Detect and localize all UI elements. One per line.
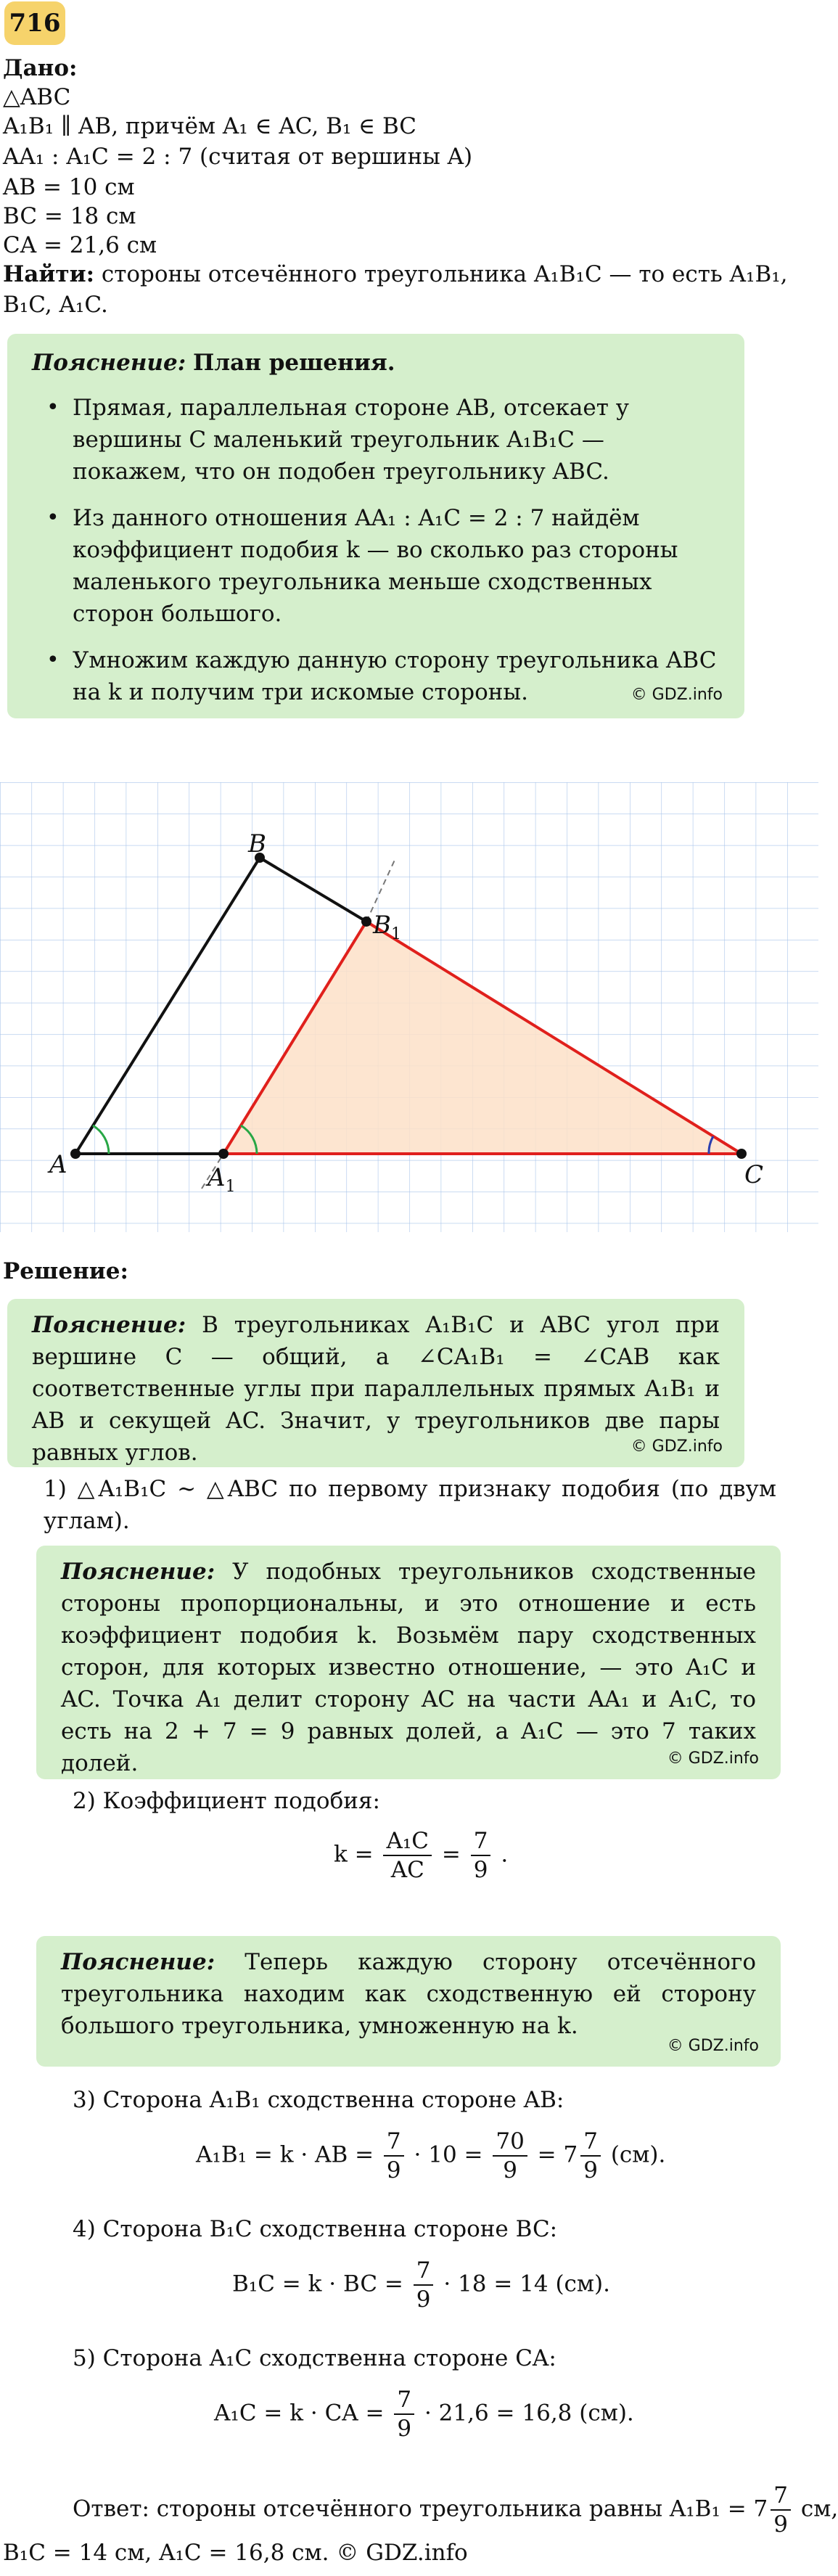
triangle-figure	[0, 782, 818, 1232]
given-ratio: AA₁ : A₁C = 2 : 7 (считая от вершины A)	[3, 144, 473, 170]
answer-line-1	[73, 2482, 838, 2538]
eq3-eq: = 7	[537, 2141, 578, 2168]
eq-k-frac-2	[471, 1827, 491, 1884]
find-heading: Найти:	[3, 261, 95, 287]
answer-text-1: Ответ: стороны отсечённого треугольника равны A₁B₁ = 7	[73, 2495, 768, 2522]
equation-b1c	[232, 2257, 610, 2313]
answer-frac-den: 9	[773, 2511, 789, 2538]
label-c: C	[744, 1160, 764, 1189]
label-b: B	[248, 829, 266, 858]
eq3-frac-3-num: 7	[580, 2128, 601, 2157]
eq3-frac-2	[493, 2128, 527, 2184]
eq3-frac-3-den: 9	[583, 2157, 598, 2183]
answer-text-2: B₁C = 14 см, A₁C = 16,8 см.	[3, 2540, 329, 2566]
find-text-2: B₁C, A₁C.	[3, 292, 108, 318]
answer-unit: см,	[800, 2495, 838, 2522]
point-c	[736, 1149, 747, 1159]
explanation-box-1	[7, 1299, 744, 1467]
eq5-frac-den: 9	[397, 2416, 412, 2442]
eq3-mid: · 10 =	[414, 2141, 483, 2168]
task-number-badge: 716	[4, 1, 65, 45]
eq3-frac-1-den: 9	[386, 2157, 401, 2183]
explanation-box-2	[36, 1546, 781, 1779]
eq3-frac-1	[384, 2128, 404, 2184]
eq4-lhs: B₁C = k · BC =	[232, 2271, 403, 2297]
eq5-rest: · 21,6 = 16,8 (см).	[424, 2400, 634, 2427]
eq-k-frac-1	[383, 1827, 432, 1884]
eq3-frac-1-num: 7	[384, 2128, 404, 2157]
plan-bullet-1: • Прямая, параллельная стороне AB, отсекает у вершины C маленький треугольник A₁B₁C — покажем, что он подобен треугольнику ABC.	[32, 392, 720, 488]
given-triangle: △ABC	[3, 84, 71, 110]
eq4-frac-num: 7	[414, 2257, 434, 2286]
given-bc: BC = 18 см	[3, 203, 136, 229]
eq-k-frac-1-num: A₁C	[383, 1827, 432, 1856]
eq-k-equals: =	[441, 1841, 461, 1868]
eq5-frac	[394, 2386, 414, 2442]
label-b1-sub: 1	[391, 925, 401, 943]
given-ab: AB = 10 см	[3, 174, 135, 200]
label-a: A	[49, 1150, 67, 1179]
point-a	[70, 1149, 81, 1159]
point-a1	[218, 1149, 229, 1159]
explanation-3-text: Теперь каждую сторону отсечённого треугольника находим как сходственную ей сторону большого треугольника, умноженную на k.	[61, 1949, 756, 2039]
label-b1-letter: B	[373, 911, 391, 940]
eq3-frac-2-den: 9	[503, 2157, 517, 2183]
eq-k-frac-1-den: AC	[390, 1857, 424, 1883]
step-4: 4) Сторона B₁C сходственна стороне BC:	[73, 2216, 558, 2242]
eq3-lhs: A₁B₁ = k · AB =	[196, 2141, 374, 2168]
plan-bullet-3: • Умножим каждую данную сторону треугольника ABC на k и получим три искомые стороны.	[32, 644, 720, 708]
find-text-1: стороны отсечённого треугольника A₁B₁C — то есть A₁B₁,	[101, 261, 788, 287]
equation-k	[334, 1827, 508, 1884]
answer-frac-num: 7	[771, 2482, 791, 2511]
answer-copyright: © GDZ.info	[336, 2540, 468, 2566]
explanation-2-copyright: © GDZ.info	[667, 1750, 759, 1768]
plan-heading	[32, 347, 720, 379]
given-parallel: A₁B₁ ∥ AB, причём A₁ ∈ AC, B₁ ∈ BC	[3, 113, 417, 139]
label-a1-letter: A	[208, 1163, 226, 1192]
eq-k-frac-2-den: 9	[473, 1857, 488, 1883]
eq5-lhs: A₁C = k · CA =	[214, 2400, 385, 2427]
answer-frac	[771, 2482, 791, 2538]
explanation-box-3	[36, 1936, 781, 2067]
plan-box	[7, 334, 744, 718]
eq3-end: (см).	[610, 2141, 666, 2168]
step-5: 5) Сторона A₁C сходственна стороне CA:	[73, 2345, 556, 2371]
explanation-3-copyright: © GDZ.info	[667, 2037, 759, 2055]
explanation-1-label: Пояснение:	[32, 1312, 186, 1338]
explanation-1-copyright: © GDZ.info	[630, 1437, 723, 1456]
eq3-frac-2-num: 70	[493, 2128, 527, 2157]
explanation-3-label: Пояснение:	[61, 1949, 215, 1975]
eq4-frac	[414, 2257, 434, 2313]
eq4-frac-den: 9	[416, 2286, 431, 2313]
step-1: 1) △A₁B₁C ∼ △ABC по первому признаку подобия (по двум углам).	[44, 1476, 776, 1534]
given-ca: CA = 21,6 см	[3, 232, 157, 258]
step-2: 2) Коэффициент подобия:	[73, 1788, 380, 1814]
equation-a1b1	[196, 2128, 665, 2184]
point-b1	[361, 916, 371, 927]
solution-heading: Решение:	[3, 1258, 128, 1284]
find-line-1	[3, 258, 788, 290]
plan-title: План решения.	[193, 350, 395, 376]
eq5-frac-num: 7	[394, 2386, 414, 2415]
equation-a1c	[214, 2386, 634, 2442]
step-3: 3) Сторона A₁B₁ сходственна стороне AB:	[73, 2087, 564, 2113]
explanation-2-label: Пояснение:	[61, 1559, 215, 1585]
eq-k-frac-2-num: 7	[471, 1827, 491, 1856]
plan-bullet-2: • Из данного отношения AA₁ : A₁C = 2 : 7 найдём коэффициент подобия k — во сколько раз стороны маленького треугольника меньше сходственных сторон большого.	[32, 502, 720, 630]
plan-copyright: © GDZ.info	[630, 686, 723, 704]
plan-label: Пояснение:	[32, 350, 186, 376]
eq4-rest: · 18 = 14 (см).	[443, 2271, 610, 2297]
eq3-frac-3	[580, 2128, 601, 2184]
answer-line-2	[3, 2537, 468, 2569]
explanation-2-text: У подобных треугольников сходственные стороны пропорциональны, и это отношение и есть коэффициент подобия k. Возьмём пару сходственных сторон, для которых известно отношение, — это A₁C и AC. Точка A₁ делит сторону AC на части AA₁ и A₁C, то есть на 2 + 7 = 9 равных долей, а A₁C — это 7 таких долей.	[61, 1559, 757, 1776]
eq-k-end: .	[501, 1841, 509, 1868]
label-a1-sub: 1	[225, 1178, 236, 1196]
eq-k-lhs: k =	[334, 1841, 374, 1868]
given-heading: Дано:	[3, 55, 78, 81]
explanation-1-text: В треугольниках A₁B₁C и ABC угол при вершине C — общий, а ∠CA₁B₁ = ∠CAB как соответственные углы при параллельных прямых A₁B₁ и AB и секущей AC. Значит, у треугольников две пары равных углов.	[32, 1312, 720, 1466]
